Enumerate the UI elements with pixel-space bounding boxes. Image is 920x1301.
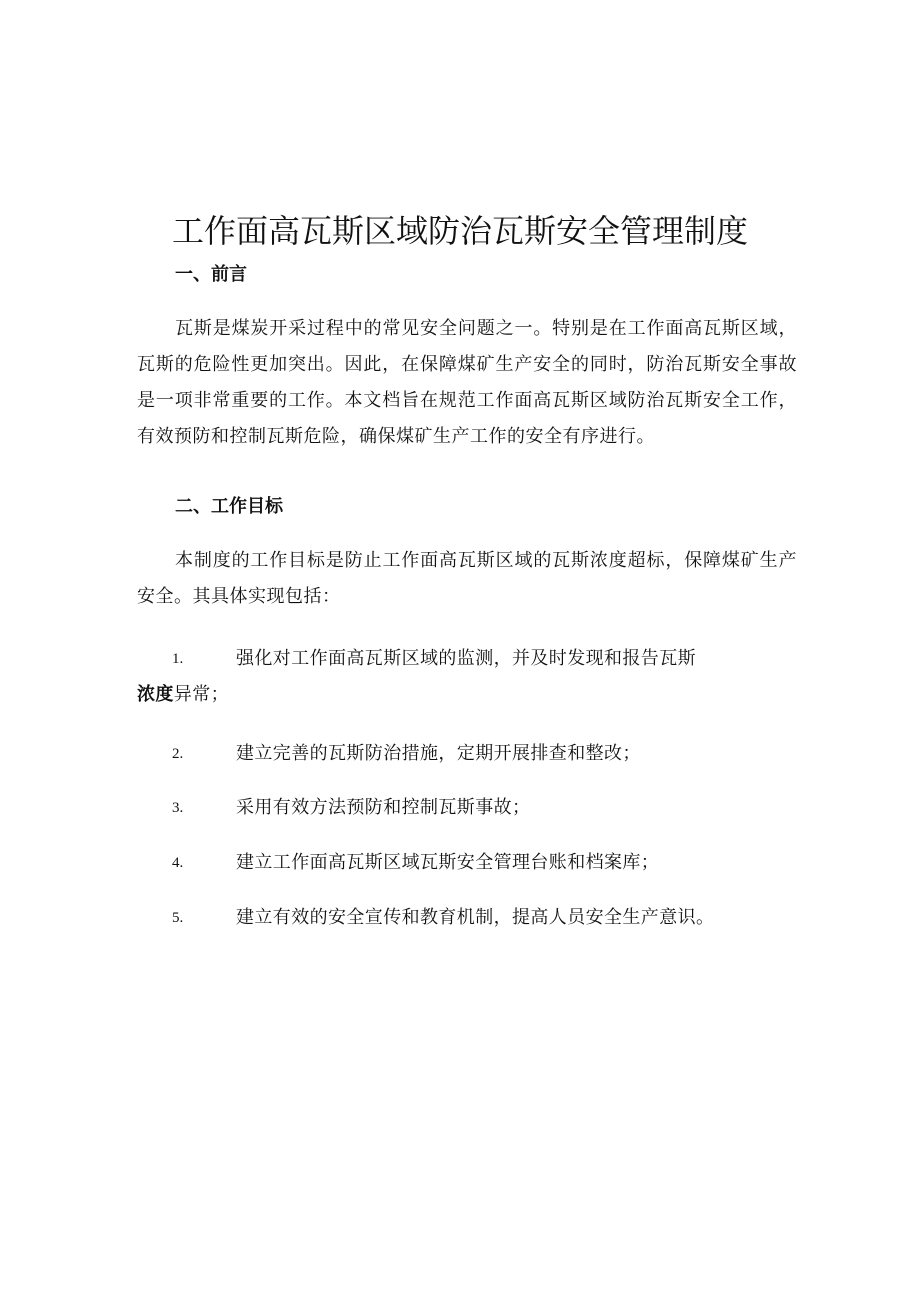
list-item-text: 建立有效的安全宣传和教育机制，提高人员安全生产意识。 — [236, 907, 715, 928]
goals-text: 本制度的工作目标是防止工作面高瓦斯区域的瓦斯浓度超标，保障煤矿生产安全。其具体实现包括： — [137, 550, 797, 607]
list-item-text: 强化对工作面高瓦斯区域的监测，并及时发现和报告瓦斯 — [236, 648, 696, 669]
preface-text: 瓦斯是煤炭开采过程中的常见安全问题之一。特别是在工作面高瓦斯区域，瓦斯的危险性更加突出。因此，在保障煤矿生产安全的同时，防治瓦斯安全事故是一项非常重要的工作。本文档旨在规范工作面高瓦斯区域防治瓦斯安全工作，有效预防和控制瓦斯危险，确保煤矿生产工作的安全有序进行。 — [137, 318, 797, 447]
list-item-number: 1. — [172, 651, 184, 667]
section-heading-preface: 一、前言 — [175, 264, 247, 285]
list-item-number: 5. — [172, 910, 184, 926]
list-item-bold-text: 浓度 — [137, 684, 174, 705]
list-item-text: 建立工作面高瓦斯区域瓦斯安全管理台账和档案库； — [236, 852, 660, 873]
list-item-number: 2. — [172, 746, 184, 762]
list-item-continuation — [137, 677, 229, 713]
list-item-number: 4. — [172, 855, 184, 871]
list-item-rest-text: 异常； — [173, 684, 230, 705]
list-item-text: 建立完善的瓦斯防治措施，定期开展排查和整改； — [236, 743, 641, 764]
list-item-number: 3. — [172, 800, 184, 816]
goals-paragraph — [137, 543, 797, 615]
preface-paragraph — [137, 311, 797, 455]
list-item-text: 采用有效方法预防和控制瓦斯事故； — [236, 797, 531, 818]
section-heading-goals: 二、工作目标 — [175, 496, 283, 517]
document-title: 工作面高瓦斯区域防治瓦斯安全管理制度 — [172, 212, 749, 250]
